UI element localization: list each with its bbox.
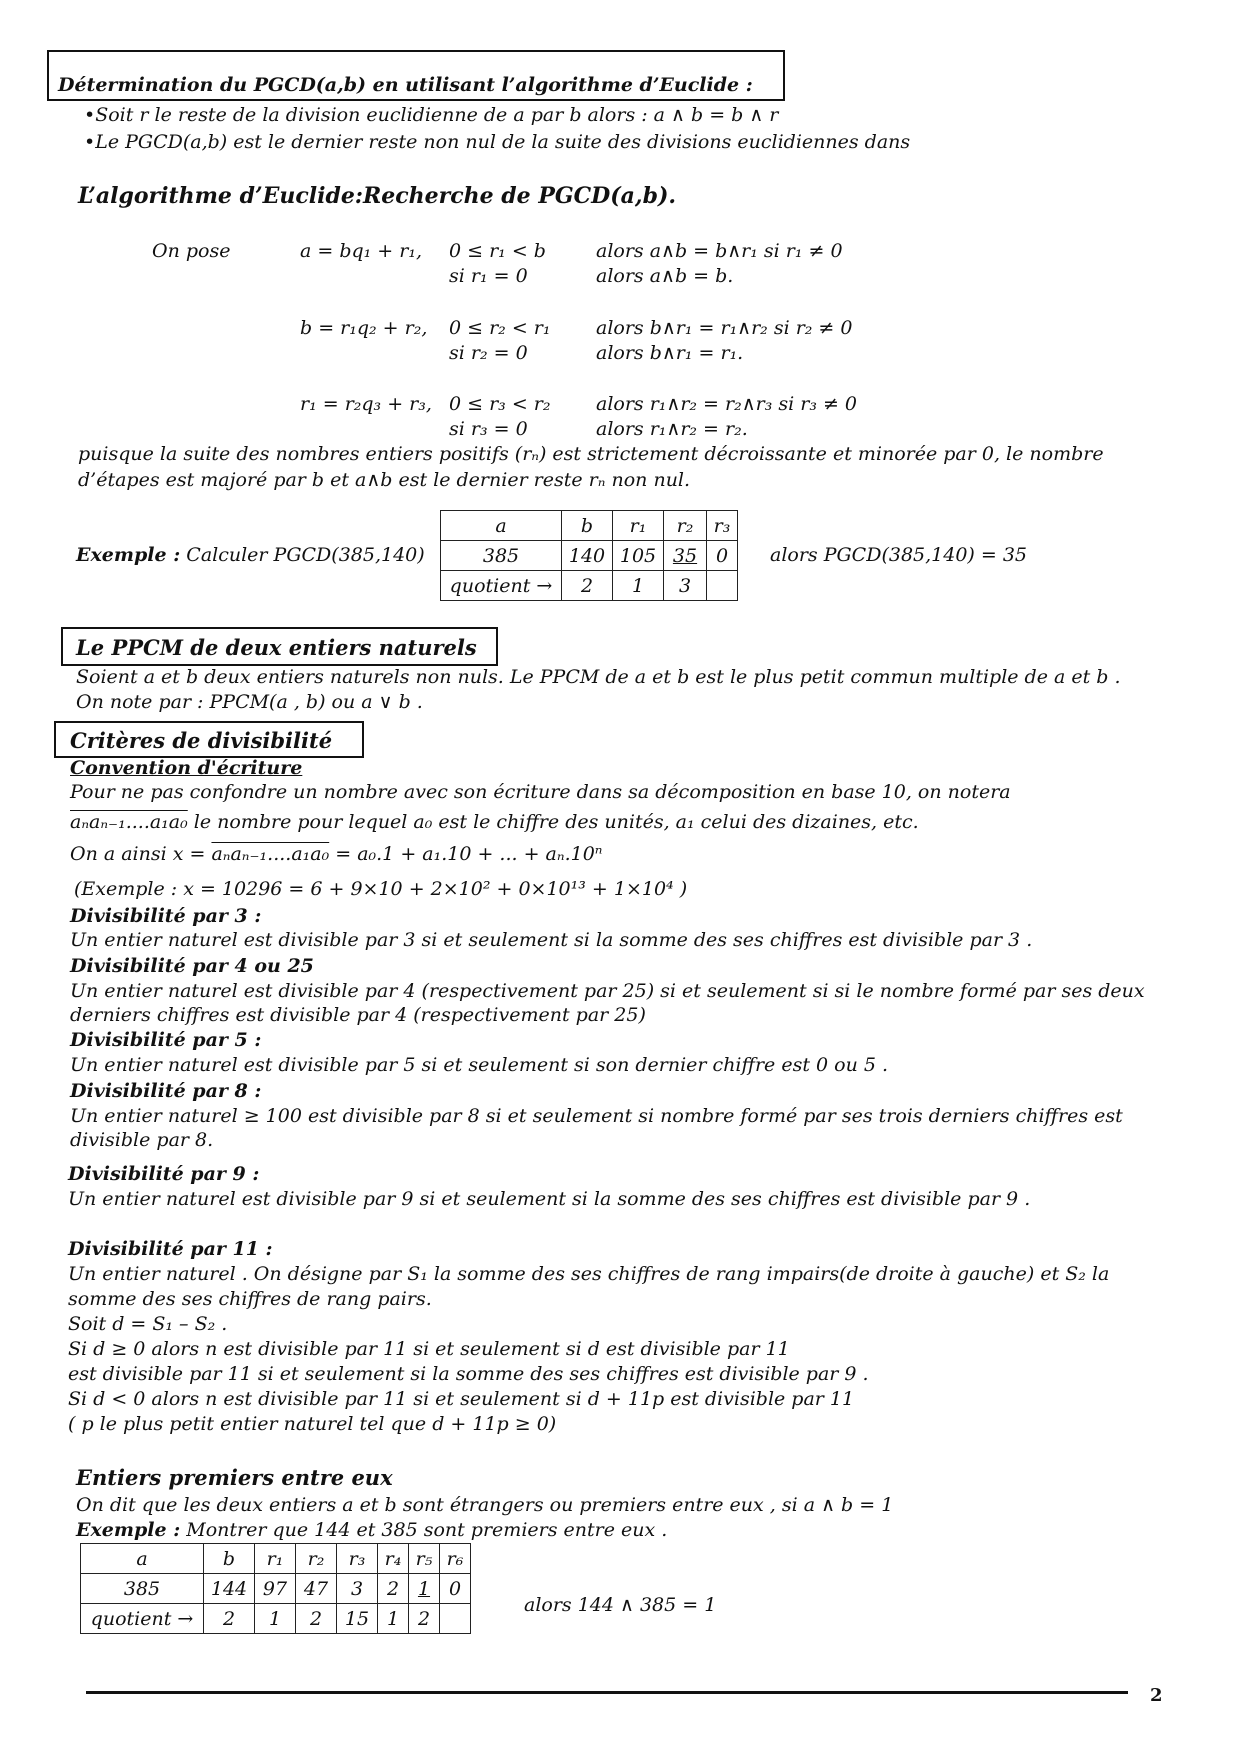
table-cell: 0 (707, 541, 738, 571)
div4-text-1: Un entier naturel est divisible par 4 (respectivement par 25) si et seulement si si le nombre formé par ses deux (70, 980, 1145, 1002)
premiers-example-label: Exemple : (76, 1519, 181, 1541)
table-cell: 140 (562, 541, 613, 571)
euclide-bullet-2: •Le PGCD(a,b) est le dernier reste non nul de la suite des divisions euclidiennes dans (84, 131, 911, 153)
eq-2: b = r₁q₂ + r₂, (300, 317, 428, 339)
div5-title: Divisibilité par 5 : (70, 1029, 262, 1051)
table-cell: 47 (296, 1574, 337, 1604)
premiers-line-1: On dit que les deux entiers a et b sont étrangers ou premiers entre eux , si a ∧ b = 1 (76, 1494, 894, 1516)
table-cell: b (562, 511, 613, 541)
res-2b: alors b∧r₁ = r₁. (596, 342, 744, 364)
euclide-paragraph-line-1: puisque la suite des nombres entiers positifs (rₙ) est strictement décroissante et minorée par 0, le nombre (78, 443, 1104, 465)
table-cell: r₂ (664, 511, 707, 541)
digits-notation-2: aₙaₙ₋₁....a₁a₀ (211, 843, 330, 865)
euclide-heading: Détermination du PGCD(a,b) en utilisant l’algorithme d’Euclide : (58, 74, 753, 96)
criteres-heading: Critères de divisibilité (70, 728, 333, 753)
page-number: 2 (1150, 1685, 1163, 1706)
res-3: alors r₁∧r₂ = r₂∧r₃ si r₃ ≠ 0 (596, 393, 858, 415)
table-cell: r₂ (296, 1544, 337, 1574)
table-row (441, 571, 738, 601)
euclide-example-label: Exemple : (76, 544, 181, 566)
table-cell: 2 (562, 571, 613, 601)
table-row (81, 1544, 471, 1574)
cond-3b: si r₃ = 0 (449, 418, 528, 440)
euclide-bullet-1: •Soit r le reste de la division euclidienne de a par b alors : a ∧ b = b ∧ r (84, 104, 779, 126)
table-cell: 105 (613, 541, 664, 571)
div3-text: Un entier naturel est divisible par 3 si et seulement si la somme des ses chiffres est divisible par 3 . (70, 929, 1033, 951)
table-cell: a (81, 1544, 204, 1574)
table-cell: r₆ (440, 1544, 471, 1574)
div9-text: Un entier naturel est divisible par 9 si et seulement si la somme des ses chiffres est divisible par 9 . (68, 1188, 1031, 1210)
table-cell: r₁ (613, 511, 664, 541)
table-row (441, 541, 738, 571)
premiers-result: alors 144 ∧ 385 = 1 (524, 1594, 717, 1616)
table-cell: 0 (440, 1574, 471, 1604)
table-cell: 2 (204, 1604, 255, 1634)
table-cell: 2 (296, 1604, 337, 1634)
cond-1b: si r₁ = 0 (449, 265, 528, 287)
exemple-decomposition: (Exemple : x = 10296 = 6 + 9×10 + 2×10² + 0×10¹³ + 1×10⁴ ) (74, 878, 688, 900)
table-cell: b (204, 1544, 255, 1574)
res-1: alors a∧b = b∧r₁ si r₁ ≠ 0 (596, 240, 843, 262)
table-cell: 1 (409, 1574, 440, 1604)
table-cell: r₃ (707, 511, 738, 541)
res-1b: alors a∧b = b. (596, 265, 734, 287)
table-cell (440, 1604, 471, 1634)
div11-text-7: ( p le plus petit entier naturel tel que d + 11p ≥ 0) (68, 1413, 557, 1435)
table-cell: quotient → (81, 1604, 204, 1634)
ppcm-line-2: On note par : PPCM(a , b) ou a ∨ b . (76, 691, 423, 713)
table-cell: 2 (409, 1604, 440, 1634)
table-cell: r₁ (255, 1544, 296, 1574)
table-row (441, 511, 738, 541)
table-cell: r₅ (409, 1544, 440, 1574)
euclide-example-result: alors PGCD(385,140) = 35 (770, 544, 1028, 566)
table-cell: 1 (255, 1604, 296, 1634)
ppcm-line-1: Soient a et b deux entiers naturels non nuls. Le PPCM de a et b est le plus petit commun multiple de a et b . (76, 666, 1121, 688)
table-cell: r₃ (337, 1544, 378, 1574)
table-cell: 2 (378, 1574, 409, 1604)
table-cell: 385 (81, 1574, 204, 1604)
premiers-example-text: Montrer que 144 et 385 sont premiers entre eux . (186, 1519, 668, 1541)
cond-1: 0 ≤ r₁ < b (449, 240, 546, 262)
eq-3: r₁ = r₂q₃ + r₃, (300, 393, 432, 415)
footer-rule (86, 1691, 1128, 1694)
div4-title: Divisibilité par 4 ou 25 (70, 955, 314, 977)
premiers-heading: Entiers premiers entre eux (76, 1465, 393, 1490)
div3-title: Divisibilité par 3 : (70, 905, 262, 927)
cond-2: 0 ≤ r₂ < r₁ (449, 317, 551, 339)
div11-text-6: Si d < 0 alors n est divisible par 11 si et seulement si d + 11p est divisible par 11 (68, 1388, 855, 1410)
table-cell: 385 (441, 541, 562, 571)
eq-1: a = bq₁ + r₁, (300, 240, 423, 262)
cond-3: 0 ≤ r₃ < r₂ (449, 393, 551, 415)
euclide-subheading: L’algorithme d’Euclide:Recherche de PGCD(a,b). (78, 183, 677, 209)
premiers-table (80, 1543, 471, 1634)
div8-text-1: Un entier naturel ≥ 100 est divisible par 8 si et seulement si nombre formé par ses trois derniers chiffres est (70, 1105, 1123, 1127)
cond-2b: si r₂ = 0 (449, 342, 528, 364)
div11-text-2: somme des ses chiffres de rang pairs. (68, 1288, 432, 1310)
div5-text: Un entier naturel est divisible par 5 si et seulement si son dernier chiffre est 0 ou 5 . (70, 1054, 889, 1076)
premiers-example (76, 1518, 667, 1542)
on-pose-label: On pose (152, 240, 231, 262)
convention-line-1: Pour ne pas confondre un nombre avec son écriture dans sa décomposition en base 10, on notera (70, 781, 1011, 803)
table-cell: 1 (378, 1604, 409, 1634)
div9-title: Divisibilité par 9 : (68, 1163, 260, 1185)
table-cell: a (441, 511, 562, 541)
div8-text-2: divisible par 8. (70, 1129, 214, 1151)
div11-title: Divisibilité par 11 : (68, 1238, 273, 1260)
div11-text-1: Un entier naturel . On désigne par S₁ la somme des ses chiffres de rang impairs(de droite à gauche) et S₂ la (68, 1263, 1110, 1285)
table-row (81, 1604, 471, 1634)
digits-notation: aₙaₙ₋₁....a₁a₀ (70, 811, 188, 833)
res-3b: alors r₁∧r₂ = r₂. (596, 418, 748, 440)
table-cell: 3 (337, 1574, 378, 1604)
div11-text-3: Soit d = S₁ – S₂ . (68, 1313, 228, 1335)
res-2: alors b∧r₁ = r₁∧r₂ si r₂ ≠ 0 (596, 317, 853, 339)
table-cell: quotient → (441, 571, 562, 601)
table-cell: 3 (664, 571, 707, 601)
convention-line-3-end: = a₀.1 + a₁.10 + ... + aₙ.10ⁿ (329, 843, 603, 865)
table-cell: 1 (613, 571, 664, 601)
table-cell: 144 (204, 1574, 255, 1604)
euclide-example-text: Calculer PGCD(385,140) (186, 544, 425, 566)
table-cell: r₄ (378, 1544, 409, 1574)
div11-text-5: est divisible par 11 si et seulement si la somme des ses chiffres est divisible par 9 . (68, 1363, 869, 1385)
euclide-table (440, 510, 738, 601)
euclide-example (76, 543, 425, 567)
euclide-paragraph-line-2: d’étapes est majoré par b et a∧b est le dernier reste rₙ non nul. (78, 469, 691, 491)
convention-line-2 (70, 810, 919, 834)
table-cell: 35 (664, 541, 707, 571)
table-row (81, 1574, 471, 1604)
table-cell: 15 (337, 1604, 378, 1634)
div8-title: Divisibilité par 8 : (70, 1080, 262, 1102)
convention-line-3 (70, 842, 603, 866)
convention-line-3-start: On a ainsi x = (70, 843, 212, 865)
table-cell (707, 571, 738, 601)
div11-text-4: Si d ≥ 0 alors n est divisible par 11 si et seulement si d est divisible par 11 (68, 1338, 790, 1360)
div4-text-2: derniers chiffres est divisible par 4 (respectivement par 25) (70, 1004, 646, 1026)
convention-line-2-text: le nombre pour lequel a₀ est le chiffre des unités, a₁ celui des dizaines, etc. (187, 811, 919, 833)
table-cell: 97 (255, 1574, 296, 1604)
convention-title: Convention d'écriture (70, 757, 303, 779)
ppcm-heading: Le PPCM de deux entiers naturels (76, 635, 477, 660)
